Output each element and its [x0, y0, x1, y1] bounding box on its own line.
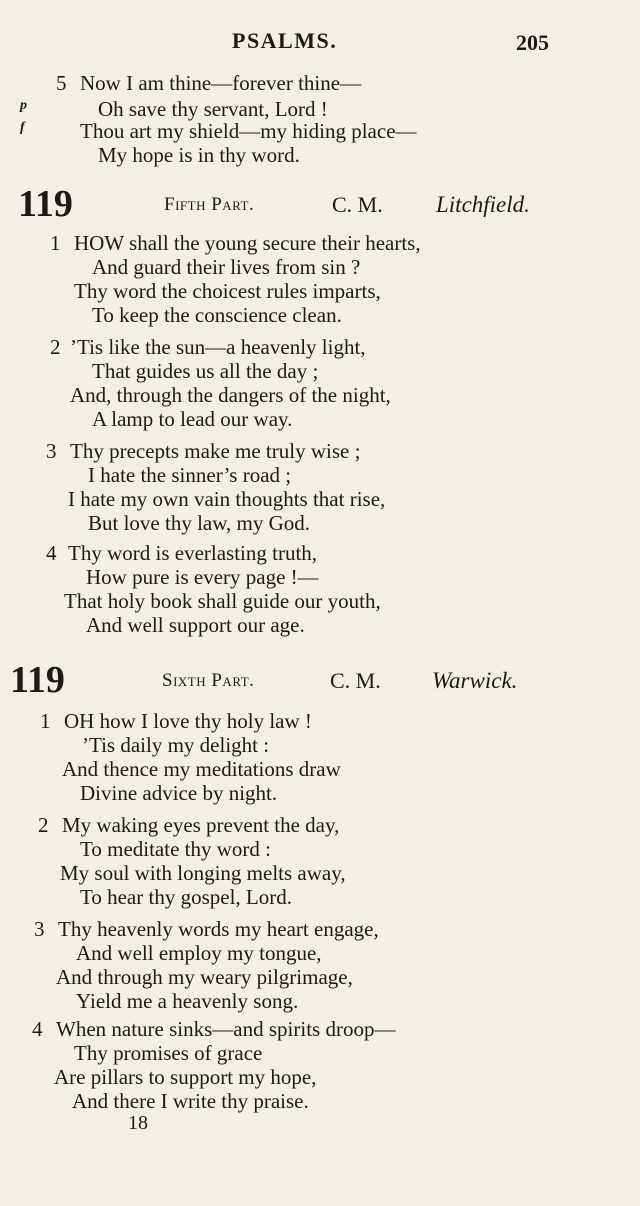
stanza-line: ’Tis daily my delight :	[82, 733, 270, 757]
hymn-part: Sixth Part.	[162, 670, 255, 691]
hymn-tune: Warwick.	[432, 668, 518, 693]
stanza-line: How pure is every page !—	[86, 565, 319, 589]
stanza-line: To keep the conscience clean.	[92, 303, 342, 327]
stanza-line: Thy word the choicest rules imparts,	[74, 279, 381, 303]
running-head	[0, 28, 640, 58]
stanza-number: 4	[46, 541, 57, 565]
stanza-line: But love thy law, my God.	[88, 511, 311, 535]
stanza-line: Divine advice by night.	[80, 781, 278, 805]
stanza-line: Oh save thy servant, Lord !	[98, 97, 328, 121]
hymn-heading	[0, 658, 640, 701]
stanza-line: I hate my own vain thoughts that rise,	[68, 487, 386, 511]
stanza-line: My waking eyes prevent the day,	[62, 813, 340, 837]
stanza-line: And well employ my tongue,	[76, 941, 322, 965]
stanza-line: Are pillars to support my hope,	[54, 1065, 317, 1089]
stanza-line: Thy word is everlasting truth,	[68, 541, 318, 565]
stanza-line: And through my weary pilgrimage,	[56, 965, 353, 989]
stanza-number: 1	[50, 231, 61, 255]
stanza-line: My soul with longing melts away,	[60, 861, 346, 885]
stanza-number: 5	[56, 71, 67, 95]
hymn-meter: C. M.	[330, 668, 381, 693]
stanza-line: My hope is in thy word.	[98, 143, 300, 167]
signature-mark: 18	[128, 1112, 148, 1134]
stanza-line: And well support our age.	[86, 613, 305, 637]
hymn-number: 119	[10, 659, 65, 701]
dynamic-mark-piano: p	[20, 98, 27, 113]
stanza-line: To meditate thy word :	[80, 837, 271, 861]
stanza-line: A lamp to lead our way.	[92, 407, 293, 431]
stanza-line: Thy heavenly words my heart engage,	[58, 917, 379, 941]
stanza-line: HOW shall the young secure their hearts,	[74, 231, 421, 255]
stanza-number: 2	[38, 813, 49, 837]
stanza-number: 3	[34, 917, 45, 941]
page-number: 205	[516, 30, 549, 55]
stanza-line: Thy precepts make me truly wise ;	[70, 439, 361, 463]
dynamic-mark-forte: f	[20, 120, 25, 135]
stanza-line: ’Tis like the sun—a heavenly light,	[70, 335, 366, 359]
stanza-line: Yield me a heavenly song.	[76, 989, 299, 1013]
hymn-meter: C. M.	[332, 192, 383, 217]
stanza-line: OH how I love thy holy law !	[64, 709, 312, 733]
stanza-line: That holy book shall guide our youth,	[64, 589, 381, 613]
stanza-line: Now I am thine—forever thine—	[80, 71, 362, 95]
hymn-heading	[0, 182, 640, 225]
stanza-line: And guard their lives from sin ?	[92, 255, 361, 279]
stanza-line: To hear thy gospel, Lord.	[80, 885, 292, 909]
stanza-line: Thou art my shield—my hiding place—	[80, 119, 417, 143]
stanza-number: 2	[50, 335, 61, 359]
stanza-line: And thence my meditations draw	[62, 757, 341, 781]
stanza-number: 4	[32, 1017, 43, 1041]
stanza-line: I hate the sinner’s road ;	[88, 463, 292, 487]
stanza-line: Thy promises of grace	[74, 1041, 263, 1065]
stanza-number: 3	[46, 439, 57, 463]
stanza-line: That guides us all the day ;	[92, 359, 319, 383]
hymn-part: Fifth Part.	[164, 194, 255, 215]
stanza-line: And, through the dangers of the night,	[70, 383, 391, 407]
hymn-tune: Litchfield.	[436, 192, 530, 217]
stanza-line: When nature sinks—and spirits droop—	[56, 1017, 396, 1041]
running-title: PSALMS.	[232, 28, 338, 53]
stanza-line: And there I write thy praise.	[72, 1089, 309, 1113]
hymn-number: 119	[18, 183, 73, 225]
stanza-number: 1	[40, 709, 51, 733]
